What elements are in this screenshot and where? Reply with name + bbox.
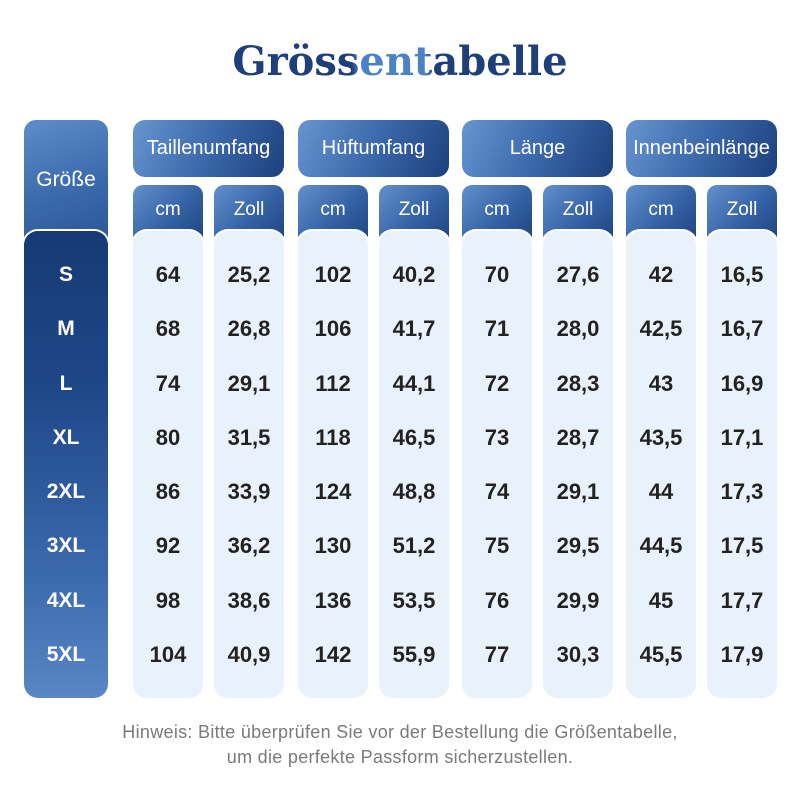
length-cm-cell: 76 [484, 587, 510, 613]
inseam-cm-cell: 43 [648, 370, 674, 396]
inseam-inch-cell: 16,9 [720, 370, 764, 396]
hip-cm-cell: 136 [314, 587, 352, 613]
table-row [0, 465, 800, 519]
size-table-body [0, 248, 800, 682]
length-cm-cell: 72 [484, 370, 510, 396]
title-container [0, 32, 800, 92]
length-cm-cell: 70 [484, 262, 510, 287]
hip-cm-cell: 118 [315, 424, 351, 450]
hip-inch-cell: 53,5 [392, 587, 436, 613]
unit-header-waist-cm: cm [133, 185, 203, 241]
inseam-inch-cell: 17,7 [720, 587, 764, 613]
inseam-inch-cell: 17,3 [720, 479, 764, 505]
group-header-inseam: Innenbeinlänge [626, 120, 777, 177]
waist-inch-cell: 29,1 [227, 370, 271, 396]
footnote-line-1: Hinweis: Bitte überprüfen Sie vor der Bestellung die Größentabelle, [122, 722, 678, 742]
size-label: 2XL [46, 480, 86, 504]
group-header-hip: Hüftumfang [298, 120, 449, 177]
unit-header-waist-inch: Zoll [214, 185, 284, 241]
length-inch-cell: 28,7 [556, 424, 600, 450]
group-header-length: Länge [462, 120, 613, 177]
unit-header-length-inch: Zoll [543, 185, 613, 241]
inseam-cm-cell: 44 [648, 479, 674, 505]
hip-cm-cell: 106 [314, 316, 352, 342]
length-inch-cell: 28,3 [556, 370, 600, 396]
table-row [0, 574, 800, 628]
hip-cm-cell: 130 [314, 533, 352, 559]
table-row [0, 357, 800, 411]
hip-inch-cell: 40,2 [392, 262, 436, 287]
hip-inch-cell: 51,2 [392, 533, 436, 559]
inseam-cm-cell: 42 [648, 262, 674, 287]
size-label: 5XL [46, 643, 86, 667]
hip-cm-cell: 102 [314, 262, 352, 287]
waist-cm-cell: 86 [155, 479, 181, 505]
table-row [0, 411, 800, 465]
table-row [0, 302, 800, 356]
waist-cm-cell: 74 [155, 370, 181, 396]
waist-cm-cell: 80 [155, 424, 181, 450]
waist-cm-cell: 68 [155, 316, 181, 342]
length-inch-cell: 28,0 [556, 316, 600, 342]
table-row [0, 519, 800, 573]
size-label: L [59, 371, 73, 395]
waist-cm-cell: 98 [155, 587, 181, 613]
length-cm-cell: 77 [484, 642, 510, 668]
inseam-inch-cell: 17,5 [720, 533, 764, 559]
page-title: Grössentabelle [232, 32, 567, 92]
waist-inch-cell: 38,6 [227, 587, 271, 613]
size-label: XL [52, 425, 80, 449]
footnote [0, 720, 800, 770]
length-inch-cell: 29,5 [556, 533, 600, 559]
unit-header-inseam-inch: Zoll [707, 185, 777, 241]
unit-header-length-cm: cm [462, 185, 532, 241]
hip-cm-cell: 142 [314, 642, 352, 668]
inseam-cm-cell: 43,5 [639, 424, 683, 450]
unit-header-inseam-cm: cm [626, 185, 696, 241]
unit-header-hip-inch: Zoll [379, 185, 449, 241]
size-label: 4XL [46, 588, 86, 612]
unit-header-hip-cm: cm [298, 185, 368, 241]
length-cm-cell: 75 [484, 533, 510, 559]
table-row [0, 628, 800, 682]
length-inch-cell: 27,6 [556, 262, 600, 287]
waist-cm-cell: 104 [149, 642, 187, 668]
waist-inch-cell: 31,5 [227, 424, 271, 450]
length-cm-cell: 71 [484, 316, 510, 342]
inseam-inch-cell: 17,9 [720, 642, 764, 668]
footnote-line-2: um die perfekte Passform sicherzustellen. [226, 747, 574, 767]
size-label: M [57, 317, 75, 341]
hip-cm-cell: 124 [314, 479, 352, 505]
length-cm-cell: 74 [484, 479, 510, 505]
waist-inch-cell: 33,9 [227, 479, 271, 505]
length-inch-cell: 30,3 [556, 642, 600, 668]
waist-cm-cell: 64 [155, 262, 181, 287]
length-cm-cell: 73 [484, 424, 510, 450]
group-header-waist: Taillenumfang [133, 120, 284, 177]
size-label: S [58, 263, 73, 286]
hip-inch-cell: 46,5 [392, 424, 436, 450]
waist-inch-cell: 26,8 [227, 316, 271, 342]
hip-inch-cell: 55,9 [392, 642, 436, 668]
size-column-header: Größe [24, 120, 108, 240]
inseam-inch-cell: 16,7 [720, 316, 764, 342]
waist-inch-cell: 36,2 [227, 533, 271, 559]
hip-cm-cell: 112 [315, 370, 351, 396]
table-row [0, 248, 800, 302]
length-inch-cell: 29,1 [556, 479, 600, 505]
inseam-cm-cell: 45,5 [639, 642, 683, 668]
inseam-inch-cell: 17,1 [720, 424, 764, 450]
inseam-cm-cell: 42,5 [639, 316, 683, 342]
inseam-inch-cell: 16,5 [720, 262, 764, 287]
hip-inch-cell: 48,8 [392, 479, 436, 505]
inseam-cm-cell: 44,5 [639, 533, 683, 559]
length-inch-cell: 29,9 [556, 587, 600, 613]
inseam-cm-cell: 45 [648, 587, 674, 613]
hip-inch-cell: 41,7 [392, 316, 436, 342]
waist-inch-cell: 25,2 [227, 262, 271, 287]
hip-inch-cell: 44,1 [392, 370, 436, 396]
waist-inch-cell: 40,9 [227, 642, 271, 668]
size-label: 3XL [46, 534, 86, 558]
waist-cm-cell: 92 [155, 533, 181, 559]
